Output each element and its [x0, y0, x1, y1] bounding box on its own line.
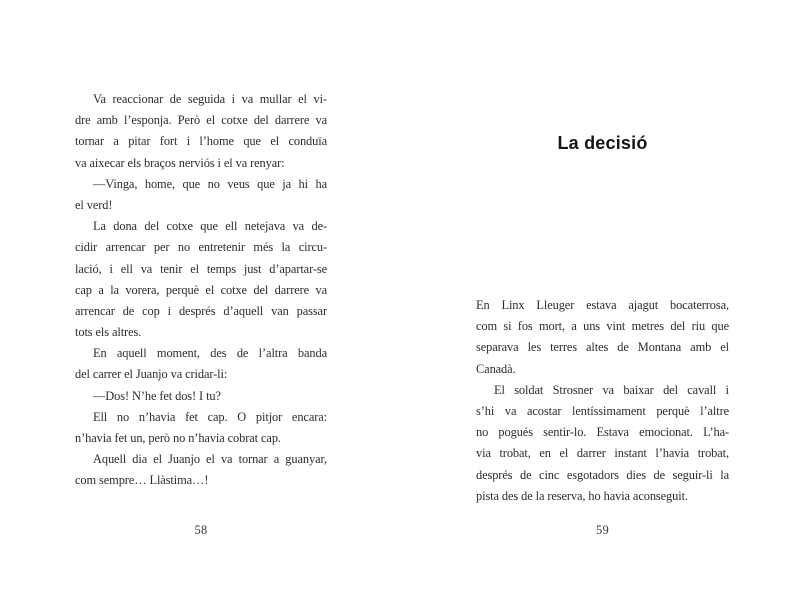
text-line: Ell no n’havia fet cap. O pitjor encara: [93, 409, 327, 424]
text-line: cidir arrencar per no entretenir més la circu- [75, 240, 327, 255]
text-line: Canadà. [476, 361, 516, 376]
text-line: En aquell moment, des de l’altra banda [93, 346, 327, 361]
text-line: pista des de la reserva, ho havia aconseguit. [476, 488, 688, 503]
text-line: La dona del cotxe que ell netejava va de- [93, 219, 327, 234]
text-line: s’hi va acostar lentíssimament perquè l’altre [476, 403, 729, 418]
text-line: no pogués sentir-lo. Estava emocionat. L’ha- [476, 425, 729, 440]
text-line: després de cinc esgotadors dies de seguir-li la [476, 467, 729, 482]
text-line: n’havia fet un, però no n’havia cobrat cap. [75, 431, 281, 445]
text-line: dre amb l’esponja. Però el cotxe del darrere va [75, 113, 327, 128]
chapter-title: La decisió [557, 133, 648, 153]
text-line: separava les terres altes de Montana amb el [476, 340, 729, 355]
left-page [75, 0, 327, 614]
text-line: lació, i ell va tenir el temps just d’apartar-se [75, 261, 327, 276]
text-line: com si fos mort, a uns vint metres del riu que [476, 319, 729, 334]
text-line: com sempre… Llàstima…! [75, 473, 209, 488]
text-line: del carrer el Juanjo va cridar-li: [75, 367, 228, 382]
text-line: El soldat Strosner va baixar del cavall i [494, 382, 729, 397]
text-line: En Linx Lleuger estava ajagut bocaterrosa, [476, 298, 729, 312]
left-page-number: 58 [194, 523, 208, 537]
right-page-text-block [476, 295, 729, 507]
text-line: —Dos! N’he fet dos! I tu? [93, 388, 221, 403]
text-line: cap a la vorera, perquè el cotxe del darrere va [75, 282, 327, 297]
text-line: via trobat, en el darrer instant l’havia trobat, [476, 446, 729, 461]
text-line: —Vinga, home, que no veus que ja hi ha [93, 176, 327, 191]
text-line: Aquell dia el Juanjo el va tornar a guanyar, [93, 452, 327, 467]
right-page-number: 59 [595, 523, 610, 537]
text-line: tots els altres. [75, 325, 142, 340]
text-line: va aixecar els braços nerviós i el va renyar: [75, 155, 285, 170]
text-line: Va reaccionar de seguida i va mullar el vi- [93, 92, 327, 106]
text-line: tornar a pitar fort i l’home que el conduïa [75, 134, 327, 149]
text-line: arrencar de cop i després d’aquell van passar [75, 303, 327, 318]
right-page [476, 0, 729, 614]
text-line: el verd! [75, 197, 113, 212]
left-page-text-block [75, 89, 327, 492]
